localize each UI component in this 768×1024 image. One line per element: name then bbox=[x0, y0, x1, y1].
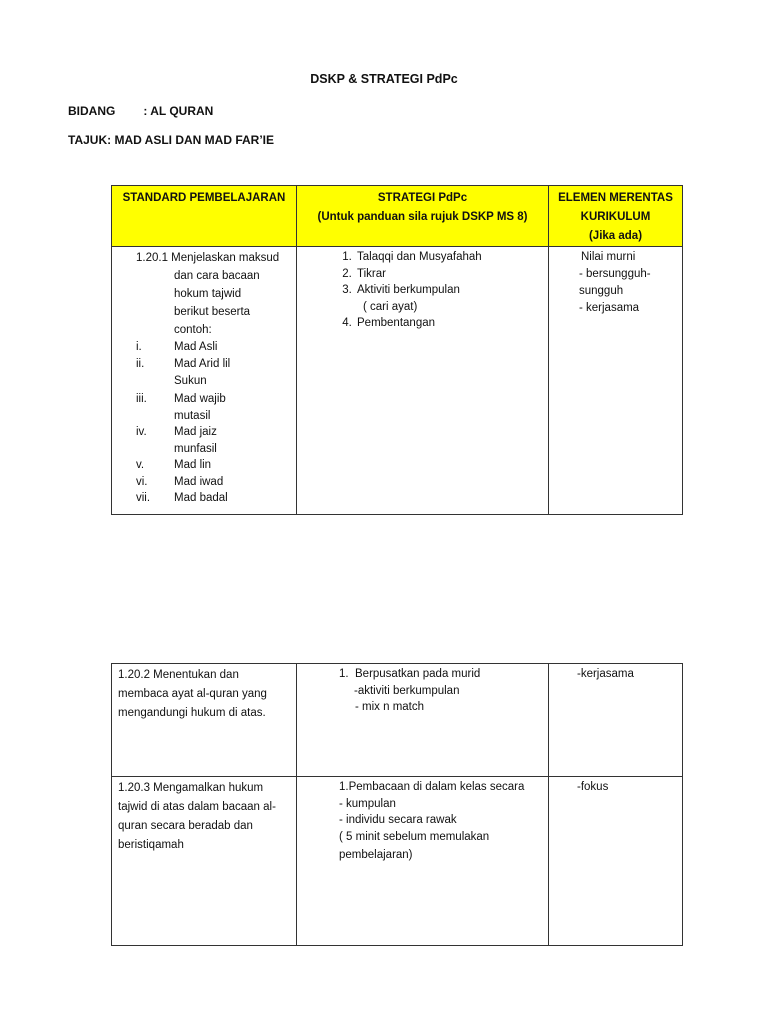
standard-line: berikut beserta bbox=[174, 306, 251, 318]
standard-cell bbox=[112, 664, 297, 777]
elemen-cell bbox=[549, 664, 683, 777]
elemen-line: -kerjasama bbox=[577, 668, 634, 680]
table-row bbox=[112, 247, 683, 515]
strategi-subnote: ( cari ayat) bbox=[363, 300, 418, 313]
strategi-number: 1. bbox=[339, 668, 349, 680]
mad-item: vi. Mad iwad bbox=[136, 475, 224, 488]
standard-line: quran secara beradab dan bbox=[118, 820, 253, 832]
bidang-line bbox=[68, 104, 213, 118]
header-standard-label: STANDARD PEMBELAJARAN bbox=[122, 192, 286, 204]
bidang-value: : AL QURAN bbox=[143, 104, 214, 118]
elemen-line: -fokus bbox=[577, 781, 609, 793]
tajuk-line: TAJUK: MAD ASLI DAN MAD FAR’IE bbox=[68, 133, 274, 147]
strategi-item: 2. Tikrar bbox=[355, 266, 548, 283]
mad-item: iv. Mad jaiz munfasil bbox=[136, 426, 217, 455]
header-elemen-line3: (Jika ada) bbox=[588, 230, 643, 242]
elemen-line: - kerjasama bbox=[579, 302, 640, 314]
dskp-table-2 bbox=[111, 663, 683, 946]
mad-item: v. Mad lin bbox=[136, 459, 212, 471]
strategi-line: -aktiviti berkumpulan bbox=[354, 684, 460, 697]
standard-line: 1.20.3 Mengamalkan hukum bbox=[118, 782, 264, 794]
strategi-item: 3. Aktiviti berkumpulan ( cari ayat) bbox=[355, 282, 548, 315]
table-row bbox=[112, 664, 683, 777]
dskp-table-1 bbox=[111, 185, 683, 515]
table-row bbox=[112, 777, 683, 946]
standard-line: mengandungi hukum di atas. bbox=[118, 707, 266, 719]
standard-line: hokum tajwid bbox=[174, 288, 242, 300]
standard-cell bbox=[112, 777, 297, 946]
strategi-cell bbox=[297, 777, 549, 946]
header-elemen-line2: KURIKULUM bbox=[580, 211, 651, 223]
standard-first-line: 1.20.1 Menjelaskan maksud bbox=[136, 252, 280, 264]
standard-cell bbox=[112, 247, 297, 515]
header-strategi-line1: STRATEGI PdPc bbox=[377, 192, 468, 204]
header-elemen bbox=[549, 186, 683, 247]
header-elemen-line1: ELEMEN MERENTAS bbox=[558, 192, 673, 204]
strategi-line: - individu secara rawak bbox=[339, 814, 457, 826]
header-strategi bbox=[297, 186, 549, 247]
strategi-line: - kumpulan bbox=[339, 797, 396, 810]
standard-line: membaca ayat al-quran yang bbox=[118, 688, 267, 700]
standard-line: tajwid di atas dalam bacaan al- bbox=[118, 801, 276, 813]
strategi-cell bbox=[297, 664, 549, 777]
header-strategi-line2: (Untuk panduan sila rujuk DSKP MS 8) bbox=[317, 211, 528, 223]
strategi-line: pembelajaran) bbox=[339, 849, 413, 861]
strategi-cell bbox=[297, 247, 549, 515]
mad-item: ii. Mad Arid lil Sukun bbox=[136, 357, 231, 387]
strategi-block bbox=[297, 664, 548, 716]
mad-item: vii. Mad badal bbox=[136, 492, 228, 504]
mad-item: iii. Mad wajib mutasil bbox=[136, 393, 226, 422]
strategi-item: 1. Talaqqi dan Musyafahah bbox=[355, 249, 548, 266]
strategi-line: - mix n match bbox=[355, 701, 425, 713]
document-title: DSKP & STRATEGI PdPc bbox=[310, 72, 458, 86]
strategi-line: Berpusatkan pada murid bbox=[355, 668, 481, 680]
standard-line: beristiqamah bbox=[118, 839, 184, 851]
elemen-line: Nilai murni bbox=[581, 251, 636, 263]
standard-line: contoh: bbox=[174, 324, 212, 336]
strategi-list bbox=[297, 249, 548, 332]
strategi-line: 1.Pembacaan di dalam kelas secara bbox=[339, 781, 525, 793]
mad-item: i. Mad Asli bbox=[136, 341, 218, 353]
table-header-row bbox=[112, 186, 683, 247]
elemen-line: - bersungguh- bbox=[579, 268, 651, 280]
elemen-line: sungguh bbox=[579, 285, 624, 297]
strategi-line: ( 5 minit sebelum memulakan bbox=[339, 830, 490, 843]
header-standard bbox=[112, 186, 297, 247]
standard-line: 1.20.2 Menentukan dan bbox=[118, 669, 239, 681]
standard-line: dan cara bacaan bbox=[174, 270, 260, 282]
bidang-label: BIDANG bbox=[68, 104, 116, 118]
elemen-cell bbox=[549, 247, 683, 515]
strategi-item: 4. Pembentangan bbox=[355, 315, 548, 332]
elemen-cell bbox=[549, 777, 683, 946]
